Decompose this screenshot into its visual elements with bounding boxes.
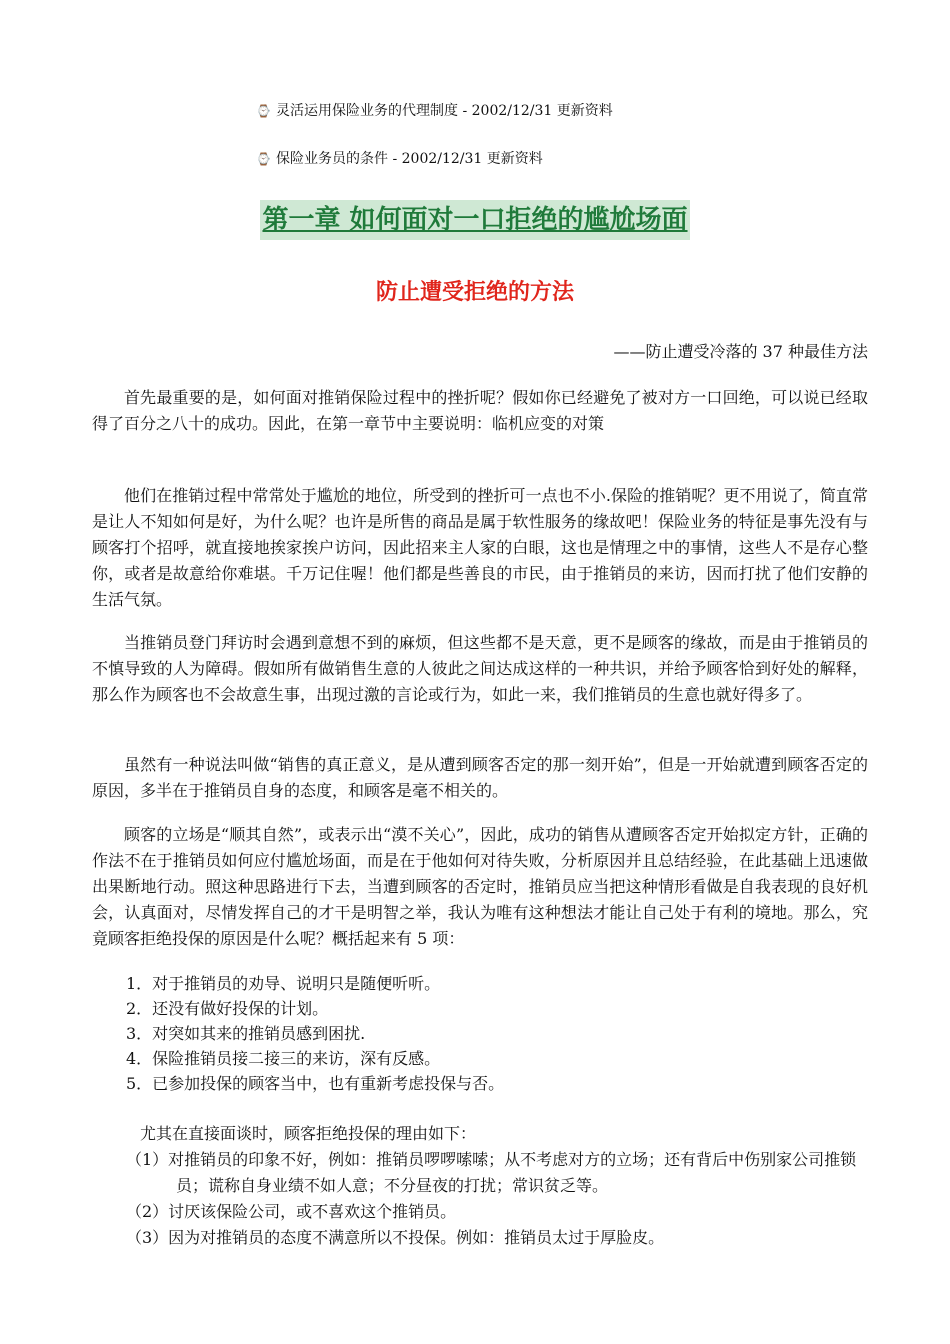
- list-item: 1．对于推销员的劝导、说明只是随便听听。: [126, 974, 441, 993]
- chapter-heading: [0, 200, 950, 240]
- list-item: （1）对推销员的印象不好，例如：推销员啰啰嗦嗦；从不考虑对方的立场；还有背后中伤别家公司推锁员；谎称自身业绩不如人意；不分昼夜的打扰；常识贫乏等。: [126, 1150, 857, 1195]
- paragraph-2: 他们在推销过程中常常处于尴尬的地位，所受到的挫折可一点也不小.保险的推销呢？更不用说了，简直常是让人不知如何是好，为什么呢？也许是所售的商品是属于软性服务的缘故吧！保险业务的特征是事先没有与顾客打个招呼，就直接地挨家挨户访问，因此招来主人家的白眼，这也是情理之中的事情，这些人不是存心整你，或者是故意给你难堪。千万记住喔！他们都是些善良的市民，由于推销员的来访，因而打扰了他们安静的生活气氛。: [92, 486, 868, 609]
- list-item: 4．保险推销员接二接三的来访，深有反感。: [126, 1049, 441, 1068]
- refusal-reasons-list: [126, 971, 504, 1096]
- related-link-2[interactable]: [256, 149, 543, 169]
- paragraph-5: 顾客的立场是“顺其自然”，或表示出“漠不关心”，因此，成功的销售从遭顾客否定开始拟定方针，正确的作法不在于推销员如何应付尴尬场面，而是在于他如何对待失败，分析原因并且总结经验，在此基础上迅速做出果断地行动。照这种思路进行下去，当遭到顾客的否定时，推销员应当把这种情形看做是自我表现的良好机会，认真面对，尽情发挥自己的才干是明智之举，我认为唯有这种想法才能让自己处于有利的境地。那么，究竟顾客拒绝投保的原因是什么呢？概括起来有 5 项：: [92, 825, 868, 948]
- section-subtitle: 防止遭受拒绝的方法: [375, 280, 574, 305]
- related-link-text[interactable]: 保险业务员的条件 - 2002/12/31 更新资料: [276, 151, 543, 167]
- clock-icon: ⌚: [256, 104, 271, 118]
- chapter-title[interactable]: 第一章 如何面对一口拒绝的尴尬场面: [260, 200, 689, 240]
- byline: ——防止遭受冷落的 37 种最佳方法: [613, 342, 868, 361]
- list-item: （2）讨厌该保险公司，或不喜欢这个推销员。: [126, 1202, 457, 1221]
- direct-talk-intro: 尤其在直接面谈时，顾客拒绝投保的理由如下：: [140, 1124, 477, 1143]
- clock-icon: ⌚: [256, 152, 271, 166]
- paragraph-4: 虽然有一种说法叫做“销售的真正意义，是从遭到顾客否定的那一刻开始”，但是一开始就遭到顾客否定的原因，多半在于推销员自身的态度，和顾客是毫不相关的。: [92, 755, 868, 800]
- related-link-text[interactable]: 灵活运用保险业务的代理制度 - 2002/12/31 更新资料: [276, 103, 613, 119]
- list-item: 3．对突如其来的推销员感到困扰.: [126, 1024, 366, 1043]
- direct-talk-section: [126, 1121, 872, 1251]
- paragraph-1: 首先最重要的是，如何面对推销保险过程中的挫折呢？假如你已经避免了被对方一口回绝，可以说已经取得了百分之八十的成功。因此，在第一章节中主要说明：临机应变的对策: [92, 388, 868, 433]
- paragraph-3: 当推销员登门拜访时会遇到意想不到的麻烦，但这些都不是天意，更不是顾客的缘故，而是由于推销员的不慎导致的人为障碍。假如所有做销售生意的人彼此之间达成这样的一种共识，并给予顾客恰到好处的解释，那么作为顾客也不会故意生事，出现过激的言论或行为，如此一来，我们推销员的生意也就好得多了。: [92, 633, 868, 704]
- list-item: （3）因为对推销员的态度不满意所以不投保。例如：推销员太过于厚脸皮。: [126, 1228, 665, 1247]
- related-link-1[interactable]: [256, 101, 613, 121]
- list-item: 2．还没有做好投保的计划。: [126, 999, 329, 1018]
- list-item: 5．已参加投保的顾客当中，也有重新考虑投保与否。: [126, 1074, 505, 1093]
